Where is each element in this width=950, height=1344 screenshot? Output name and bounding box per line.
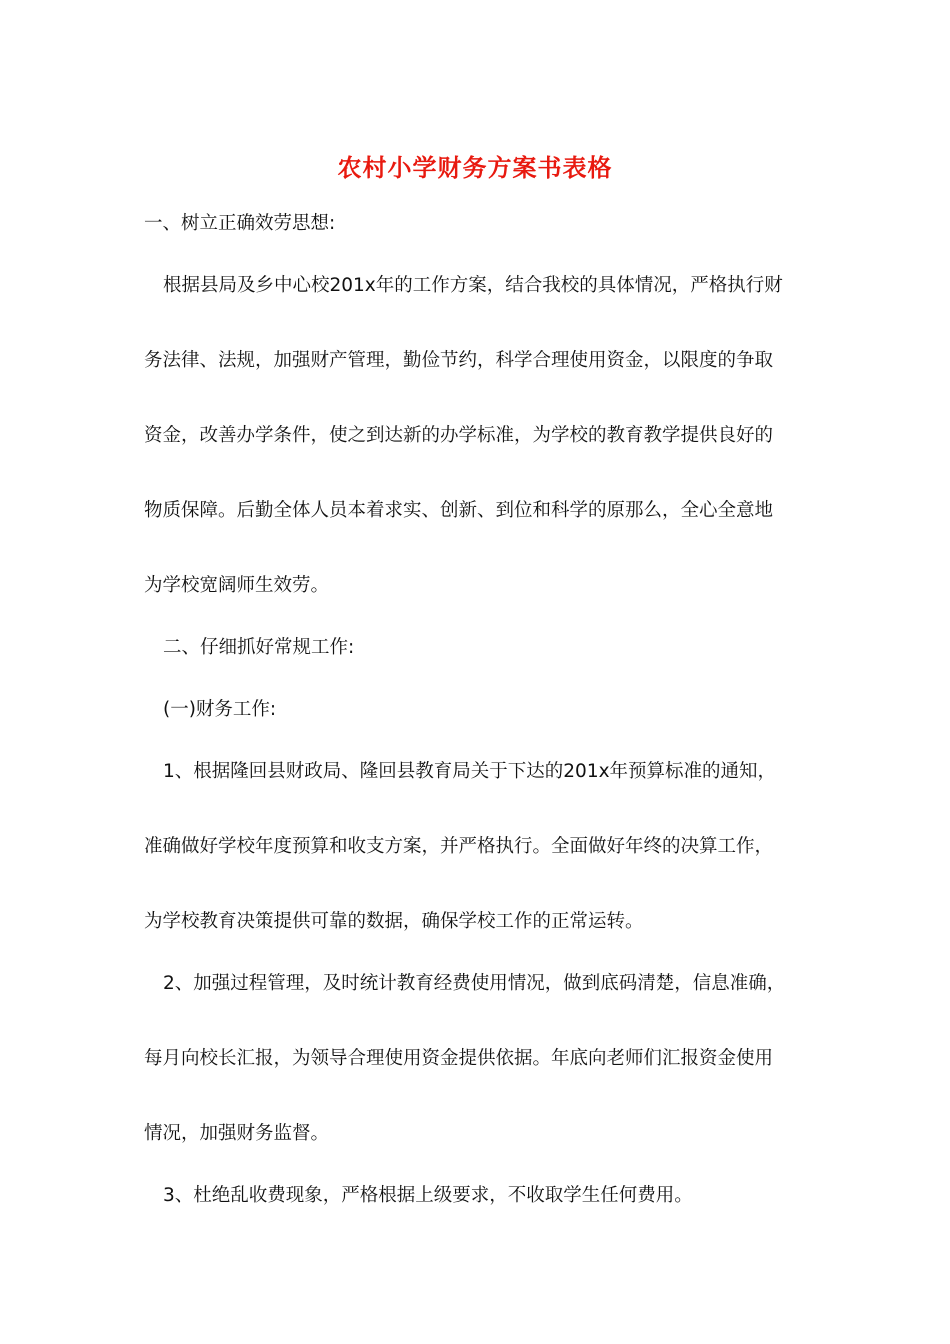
list-item-line: 2、加强过程管理，及时统计教育经费使用情况，做到底码清楚，信息准确， xyxy=(163,973,786,994)
list-item-line: 准确做好学校年度预算和收支方案，并严格执行。全面做好年终的决算工作， xyxy=(144,836,774,857)
paragraph-line: 为学校宽阔师生效劳。 xyxy=(144,575,330,596)
subsection-heading: (一)财务工作: xyxy=(163,699,277,720)
list-item-line: 1、根据隆回县财政局、隆回县教育局关于下达的201x年预算标准的通知， xyxy=(163,761,777,782)
section-heading-2: 二、仔细抓好常规工作: xyxy=(163,637,355,658)
list-item-line: 为学校教育决策提供可靠的数据，确保学校工作的正常运转。 xyxy=(144,911,644,932)
paragraph-line: 物质保障。后勤全体人员本着求实、创新、到位和科学的原那么，全心全意地 xyxy=(144,500,774,521)
paragraph-line: 资金，改善办学条件，使之到达新的办学标准，为学校的教育教学提供良好的 xyxy=(144,425,774,446)
paragraph-line: 根据县局及乡中心校201x年的工作方案，结合我校的具体情况，严格执行财 xyxy=(163,275,783,296)
paragraph-line: 务法律、法规，加强财产管理，勤俭节约，科学合理使用资金，以限度的争取 xyxy=(144,350,774,371)
list-item-line: 每月向校长汇报，为领导合理使用资金提供依据。年底向老师们汇报资金使用 xyxy=(144,1048,774,1069)
document-title: 农村小学财务方案书表格 xyxy=(337,153,613,182)
list-item-line: 情况，加强财务监督。 xyxy=(144,1123,330,1144)
section-heading-1: 一、树立正确效劳思想: xyxy=(144,213,336,234)
list-item-line: 3、杜绝乱收费现象，严格根据上级要求，不收取学生任何费用。 xyxy=(163,1185,693,1206)
